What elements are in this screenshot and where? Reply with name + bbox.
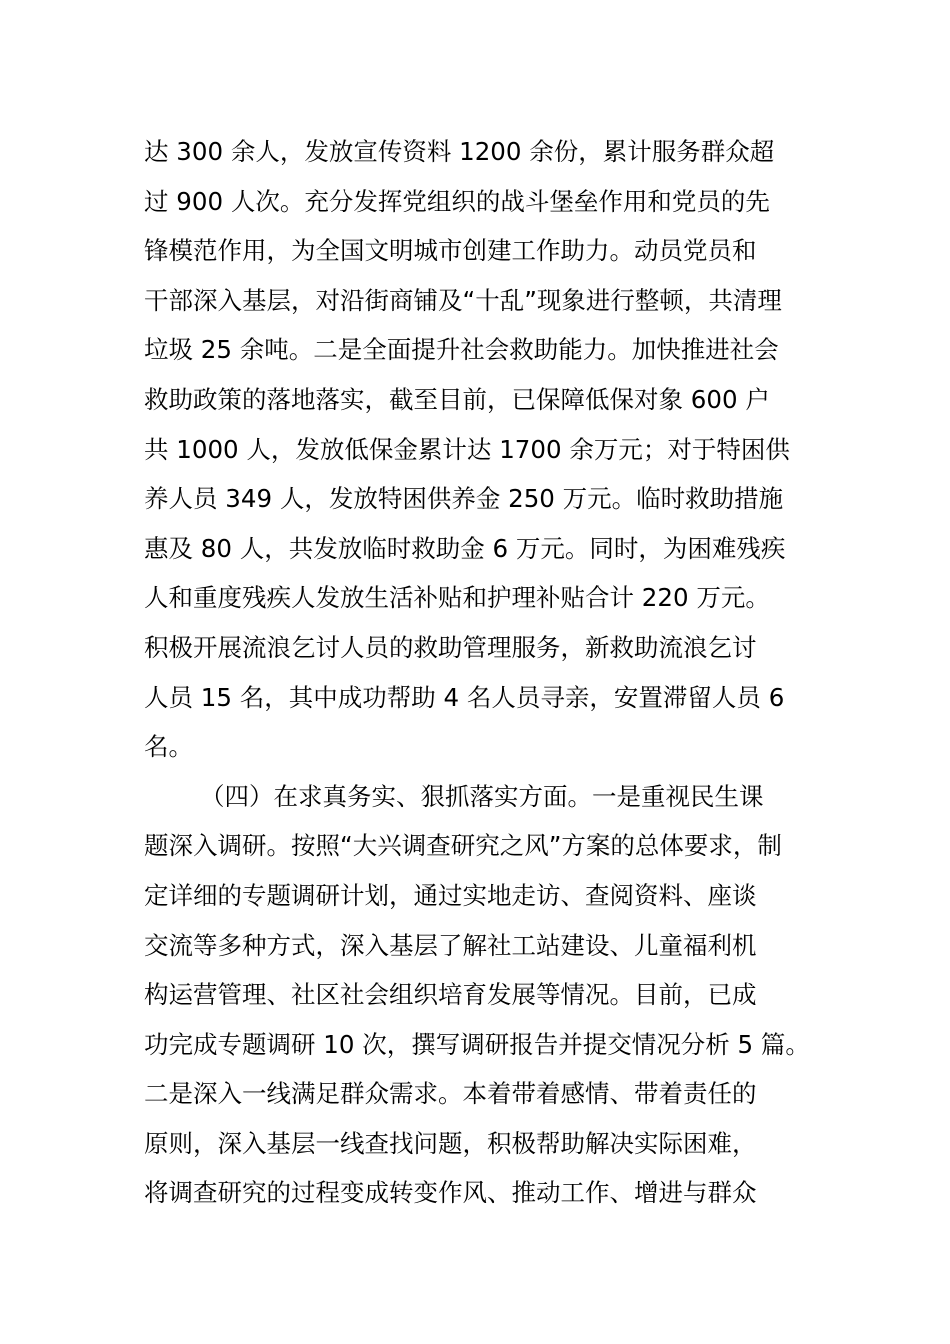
text-line-8: 养人员 349 人，发放特困供养金 250 万元。临时救助措施: [144, 484, 784, 514]
text-line-20: 二是深入一线满足群众需求。本着带着感情、带着责任的: [144, 1079, 757, 1109]
text-line-17: 交流等多种方式，深入基层了解社工站建设、儿童福利机: [144, 930, 757, 960]
text-line-13: 名。: [144, 732, 193, 762]
text-line-16: 定详细的专题调研计划，通过实地走访、查阅资料、座谈: [144, 880, 757, 910]
body-text: [144, 127, 824, 1218]
text-line-11: 积极开展流浪乞讨人员的救助管理服务，新救助流浪乞讨: [144, 632, 757, 662]
text-line-10: 人和重度残疾人发放生活补贴和护理补贴合计 220 万元。: [144, 583, 770, 613]
text-line-6: 救助政策的落地落实，截至目前，已保障低保对象 600 户: [144, 384, 770, 414]
text-line-2: 过 900 人次。充分发挥党组织的战斗堡垒作用和党员的先: [144, 186, 770, 216]
text-line-12: 人员 15 名，其中成功帮助 4 名人员寻亲，安置滞留人员 6: [144, 682, 785, 712]
text-line-15: 题深入调研。按照“大兴调查研究之风”方案的总体要求，制: [144, 831, 782, 861]
text-line-9: 惠及 80 人，共发放临时救助金 6 万元。同时，为困难残疾: [144, 533, 786, 563]
text-line-18: 构运营管理、社区社会组织培育发展等情况。目前，已成: [144, 980, 757, 1010]
text-line-4: 干部深入基层，对沿街商铺及“十乱”现象进行整顿，共清理: [144, 285, 782, 315]
text-line-21: 原则，深入基层一线查找问题，积极帮助解决实际困难，: [144, 1128, 757, 1158]
text-line-19: 功完成专题调研 10 次，撰写调研报告并提交情况分析 5 篇。: [144, 1029, 810, 1059]
text-line-5: 垃圾 25 余吨。二是全面提升社会救助能力。加快推进社会: [144, 335, 779, 365]
text-line-22: 将调查研究的过程变成转变作风、推动工作、增进与群众: [144, 1178, 757, 1208]
section-heading-line: （四）在求真务实、狠抓落实方面。一是重视民生课: [200, 781, 764, 811]
text-line-7: 共 1000 人，发放低保金累计达 1700 余万元；对于特困供: [144, 434, 790, 464]
text-line-1: 达 300 余人，发放宣传资料 1200 余份，累计服务群众超: [144, 137, 775, 166]
text-line-3: 锋模范作用，为全国文明城市创建工作助力。动员党员和: [144, 236, 757, 266]
